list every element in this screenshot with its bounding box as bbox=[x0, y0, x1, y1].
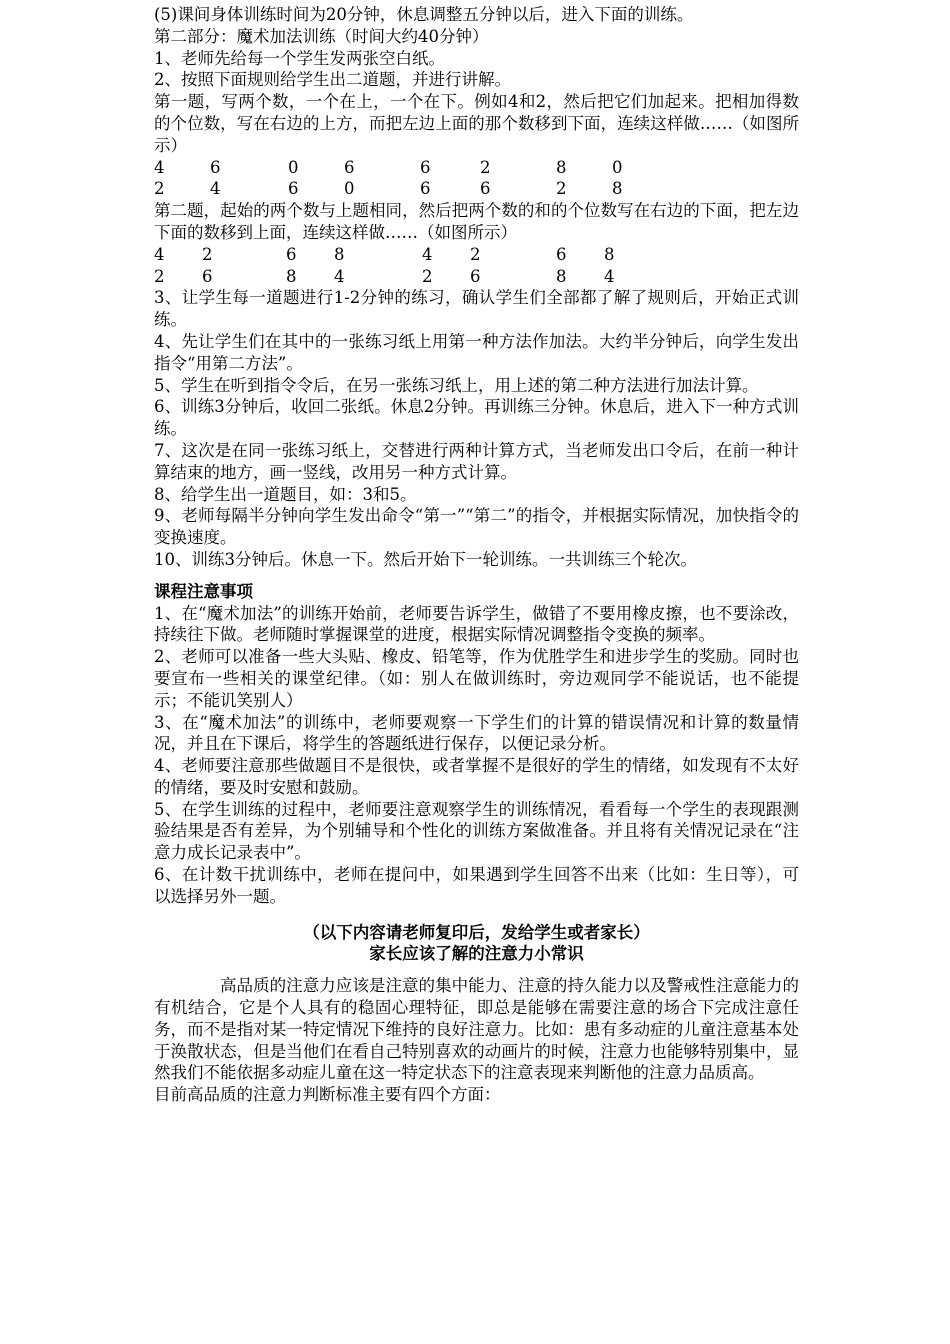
note-3: 3、在“魔术加法”的训练中，老师要观察一下学生们的计算的错误情况和计算的数量情况，并且在下课后，将学生的答题纸进行保存，以便记录分析。 bbox=[154, 712, 799, 754]
p2-bottom-2: 6 bbox=[202, 266, 213, 286]
problem-2-row-top bbox=[154, 244, 799, 266]
part1-end-line: (5)课间身体训练时间为20分钟，休息调整五分钟以后，进入下面的训练。 bbox=[154, 5, 694, 24]
step-8: 8、给学生出一道题目，如：3和5。 bbox=[154, 484, 417, 504]
step-1: 1、老师先给每一个学生发两张空白纸。 bbox=[154, 48, 445, 68]
p1-bottom-6: 6 bbox=[480, 179, 491, 199]
handout-last-line: 目前高品质的注意力判断标准主要有四个方面： bbox=[154, 1085, 501, 1105]
step-5: 5、学生在听到指令令后，在另一张练习纸上，用上述的第二种方法进行加法计算。 bbox=[154, 375, 759, 395]
note-5: 5、在学生训练的过程中，老师要注意观察学生的训练情况，看看每一个学生的表现跟测验结果是否有差异，为个别辅导和个性化的训练方案做准备。并且将有关情况记录在“注意力成长记录表中”。 bbox=[154, 799, 799, 863]
p1-top-5: 6 bbox=[420, 157, 431, 177]
problem-2-text: 第二题，起始的两个数与上题相同，然后把两个数的和的个位数写在右边的下面，把左边下面的数移到上面，连续这样做……（如图所示） bbox=[154, 201, 799, 242]
note-4: 4、老师要注意那些做题目不是很快，或者掌握不是很好的学生的情绪，如发现有不太好的情绪，要及时安慰和鼓励。 bbox=[154, 756, 799, 797]
p1-top-8: 0 bbox=[612, 157, 623, 177]
p1-top-4: 6 bbox=[344, 157, 355, 177]
p1-top-6: 2 bbox=[480, 157, 491, 177]
p1-top-2: 6 bbox=[210, 157, 221, 177]
p2-bottom-3: 8 bbox=[286, 266, 297, 286]
p1-bottom-2: 4 bbox=[210, 179, 221, 199]
p2-bottom-8: 4 bbox=[604, 266, 615, 286]
p2-top-3: 6 bbox=[286, 244, 297, 264]
handout-title: 家长应该了解的注意力小常识 bbox=[369, 944, 584, 964]
step-3: 3、让学生每一道题进行1-2分钟的练习，确认学生们全部都了解了规则后，开始正式训练。 bbox=[154, 288, 799, 330]
problem-1-text: 第一题，写两个数，一个在上，一个在下。例如4和2，然后把它们加起来。把相加得数的个位数，写在右边的上方，而把左边上面的那个数移到下面，连续这样做……（如图所示） bbox=[154, 92, 799, 155]
p2-top-7: 6 bbox=[556, 244, 567, 264]
step-7: 7、这次是在同一张练习纸上，交替进行两种计算方式，当老师发出口令后，在前一种计算结束的地方，画一竖线，改用另一种方式计算。 bbox=[154, 440, 799, 482]
p2-bottom-6: 6 bbox=[470, 266, 481, 286]
problem-1-row-bottom bbox=[154, 178, 799, 200]
problem-1-row-top bbox=[154, 157, 799, 179]
step-10: 10、训练3分钟后。休息一下。然后开始下一轮训练。一共训练三个轮次。 bbox=[154, 549, 697, 569]
p1-bottom-8: 8 bbox=[612, 179, 623, 199]
p2-top-4: 8 bbox=[334, 244, 345, 264]
p1-bottom-4: 0 bbox=[344, 179, 355, 199]
p2-bottom-4: 4 bbox=[334, 266, 345, 286]
p1-bottom-5: 6 bbox=[420, 179, 431, 199]
step-9: 9、老师每隔半分钟向学生发出命令“第一”“第二”的指令，并根据实际情况，加快指令的变换速度。 bbox=[154, 506, 799, 548]
part2-title: 第二部分：魔术加法训练（时间大约40分钟） bbox=[154, 26, 489, 46]
p2-top-6: 2 bbox=[470, 244, 481, 264]
step-2: 2、按照下面规则给学生出二道题，并进行讲解。 bbox=[154, 70, 511, 90]
p2-top-5: 4 bbox=[422, 244, 433, 264]
p1-bottom-3: 6 bbox=[288, 179, 299, 199]
p2-top-2: 2 bbox=[202, 244, 213, 264]
document-page bbox=[154, 4, 799, 1106]
p2-top-1: 4 bbox=[154, 244, 165, 264]
handout-paragraph: 高品质的注意力应该是注意的集中能力、注意的持久能力以及警戒性注意能力的有机结合，它是个人具有的稳固心理特征，即总是能够在需要注意的场合下完成注意任务，而不是指对某一特定情况下维持的良好注意力。比如：患有多动症的儿童注意基本处于涣散状态，但是当他们在看自己特别喜欢的动画片的时候，注意力也能够特别集中，显然我们不能依据多动症儿童在这一特定状态下的注意表现来判断他的注意力品质高。 bbox=[154, 976, 799, 1083]
p2-bottom-5: 2 bbox=[422, 266, 433, 286]
p1-top-1: 4 bbox=[154, 157, 165, 177]
note-6: 6、在计数干扰训练中，老师在提问中，如果遇到学生回答不出来（比如：生日等），可以选择另外一题。 bbox=[154, 865, 799, 906]
handout-note: （以下内容请老师复印后，发给学生或者家长） bbox=[303, 922, 650, 942]
p2-bottom-1: 2 bbox=[154, 266, 165, 286]
step-4: 4、先让学生们在其中的一张练习纸上用第一种方法作加法。大约半分钟后，向学生发出指令“用第二方法”。 bbox=[154, 331, 799, 373]
note-1: 1、在“魔术加法”的训练开始前，老师要告诉学生，做错了不要用橡皮擦，也不要涂改，持续往下做。老师随时掌握课堂的进度，根据实际情况调整指令变换的频率。 bbox=[154, 603, 799, 645]
p1-bottom-1: 2 bbox=[154, 179, 165, 199]
p2-top-8: 8 bbox=[604, 244, 615, 264]
step-6: 6、训练3分钟后，收回二张纸。休息2分钟。再训练三分钟。休息后，进入下一种方式训练。 bbox=[154, 397, 799, 439]
p1-top-3: 0 bbox=[288, 157, 299, 177]
p1-bottom-7: 2 bbox=[556, 179, 567, 199]
note-2: 2、老师可以准备一些大头贴、橡皮、铅笔等，作为优胜学生和进步学生的奖励。同时也要宣布一些相关的课堂纪律。（如：别人在做训练时，旁边观同学不能说话，也不能提示；不能讥笑别人） bbox=[154, 647, 799, 710]
p2-bottom-7: 8 bbox=[556, 266, 567, 286]
problem-2-row-bottom bbox=[154, 266, 799, 288]
notes-heading: 课程注意事项 bbox=[154, 581, 253, 601]
p1-top-7: 8 bbox=[556, 157, 567, 177]
